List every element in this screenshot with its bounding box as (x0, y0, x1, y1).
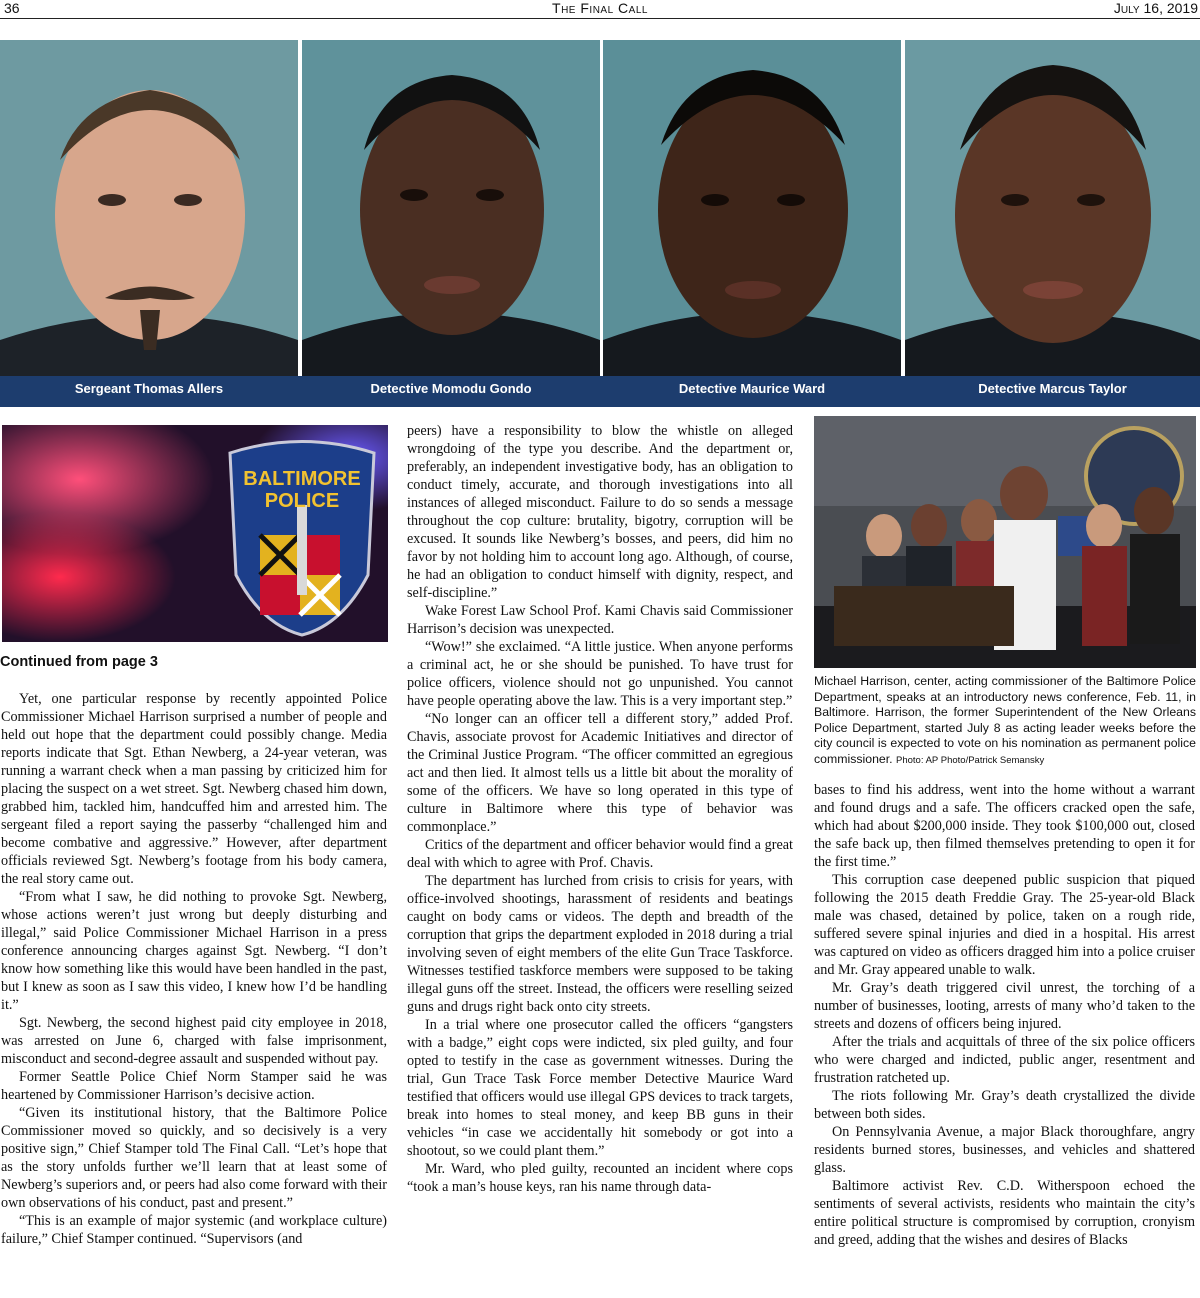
mugshot-photo (302, 40, 600, 376)
mugshot-caption: Detective Momodu Gondo (370, 381, 532, 396)
mugshot-photo (905, 40, 1200, 376)
mugshot-caption: Detective Marcus Taylor (978, 381, 1127, 396)
paragraph: “From what I saw, he did nothing to provoke Sgt. Newberg, whose actions weren’t just wrong but deeply disturbing and illegal,” said Police Commissioner Michael Harrison in a press conference announcing charges against Sgt. Newberg. “I don’t know how something like this would have been handled in the past, but I knew as soon as I saw this video, I knew how I’d be handling it.” (1, 889, 387, 1013)
mugshot-caption-bar (0, 376, 1200, 407)
badge-text-top: BALTIMORE (243, 468, 361, 490)
paragraph: Mr. Ward, who pled guilty, recounted an incident where cops “took a man’s house keys, ran his name through data- (407, 1161, 793, 1195)
paragraph: Wake Forest Law School Prof. Kami Chavis said Commissioner Harrison’s decision was unexpected. (407, 603, 793, 637)
paragraph: The riots following Mr. Gray’s death crystallized the divide between both sides. (814, 1088, 1195, 1122)
mugshot-strip (0, 40, 1200, 407)
paragraph: The department has lurched from crisis to crisis for years, with office-involved shootings, harassment of residents and beatings caught on body cams or videos. The depth and breadth of the corruption that grips the department exploded in 2018 during a trial involving seven of eight members of the elite Gun Trace Taskforce. Witnesses testified taskforce members were supposed to be taking illegal guns off the street. Instead, the officers were reselling seized guns and drugs right back onto city streets. (407, 873, 793, 1015)
police-badge-photo (2, 425, 388, 642)
paragraph: peers) have a responsibility to blow the whistle on alleged wrongdoing of the type you describe. And the department or, preferably, an independent investigative body, has an obligation to conduct timely, accurate, and thorough investigations into all instances of alleged misconduct. Failure to do so sends a message throughout the cop culture: brutality, bigotry, corruption will be excused. It sounds like Newberg’s bosses, and peers, did him no favor by not holding him to account long ago. Although, of course, he had an obligation to conduct himself with dignity, respect, and self-discipline.” (407, 423, 793, 601)
caption-text: Michael Harrison, center, acting commissioner of the Baltimore Police Department, speaks at an introductory news conference, Feb. 11, in Baltimore. Harrison, the former Superintendent of the New Orleans Police Department, started July 8 as acting leader weeks before the city council is expected to vote on his nomination as permanent police commissioner. (814, 674, 1196, 766)
paragraph: Baltimore activist Rev. C.D. Witherspoon echoed the sentiments of several activists, residents who maintain the city’s entire political structure is compromised by corruption, cronyism and greed, adding that the wishes and desires of Blacks (814, 1178, 1195, 1248)
paragraph: Mr. Gray’s death triggered civil unrest, the torching of a number of businesses, looting, arrests of many who’d taken to the streets and dozens of officers being injured. (814, 980, 1195, 1032)
paragraph: In a trial where one prosecutor called the officers “gangsters with a badge,” eight cops were indicted, six pled guilty, and four opted to testify in the case as government witnesses. During the trial, Gun Trace Task Force member Detective Maurice Ward testified that officers would use illegal GPS devices to track targets, break into homes to steal money, and keep BB guns in their vehicles “in case we accidentally hit somebody or got into a shootout, so we could plant them.” (407, 1017, 793, 1159)
issue-date: July 16, 2019 (1113, 0, 1198, 16)
mugshot-caption: Detective Maurice Ward (678, 381, 826, 396)
paragraph: Critics of the department and officer behavior would find a great deal with which to agree with Prof. Chavis. (407, 837, 793, 871)
paragraph: On Pennsylvania Avenue, a major Black thoroughfare, angry residents burned stores, businesses, and vehicles and shattered glass. (814, 1124, 1195, 1176)
paragraph: “Wow!” she exclaimed. “A little justice. When anyone performs a criminal act, he or she should be punished. To have trust for police officers, violence should not go unpunished. You cannot have people operating above the law. This is a very important step.” (407, 639, 793, 709)
paragraph: Former Seattle Police Chief Norm Stamper said he was heartened by Commissioner Harrison’s decisive action. (1, 1069, 387, 1103)
paragraph: Yet, one particular response by recently appointed Police Commissioner Michael Harrison surprised a number of people and held out hope that the department could possibly change. Media reports indicate that Sgt. Ethan Newberg, a 24-year veteran, was running a warrant check when a man passing by criticized him for placing the suspect on a wet street. Sgt. Newberg chased him down, grabbed him, tackled him, handcuffed him and arrested him. The sergeant filed a report saying the passerby “challenged him and become combative and aggressive.” However, after department officials reviewed Sgt. Newberg’s footage from his body camera, the real story came out. (1, 691, 387, 887)
masthead (0, 0, 1200, 19)
paragraph: Sgt. Newberg, the second highest paid city employee in 2018, was arrested on June 6, charged with false imprisonment, misconduct and second-degree assault and suspended without pay. (1, 1015, 387, 1067)
photo-credit: Photo: AP Photo/Patrick Semansky (896, 754, 1045, 766)
paragraph: “No longer can an officer tell a different story,” added Prof. Chavis, associate provost for Academic Initiatives and director of the Criminal Justice Program. “The officer committed an egregious act and then lied. It almost tells us a little bit about the morality of some of the officers. We have so long operated in this type of culture in Baltimore where this type of behavior was commonplace.” (407, 711, 793, 835)
mugshot-photo (0, 40, 298, 376)
badge-text-bottom: POLICE (264, 490, 340, 512)
paragraph: “Given its institutional history, that the Baltimore Police Commissioner moved so quickly, and so decisively is a very positive sign,” Chief Stamper told The Final Call. “Let’s hope that as the story unfolds further we’ll learn that at least some of Newberg’s superiors and, or peers had also come forward with their own observations of his conduct, past and present.” (1, 1105, 387, 1211)
article-column-3 (814, 781, 1195, 1249)
press-photo-caption (814, 674, 1196, 768)
article-column-1 (1, 690, 387, 1248)
page-number: 36 (4, 0, 20, 16)
paragraph: After the trials and acquittals of three of the six police officers who were charged and indicted, public anger, resentment and frustration ratcheted up. (814, 1034, 1195, 1086)
mugshot-caption: Sergeant Thomas Allers (74, 381, 224, 396)
paragraph: “This is an example of major systemic (and workplace culture) failure,” Chief Stamper continued. “Supervisors (and (1, 1213, 387, 1247)
paragraph: This corruption case deepened public suspicion that piqued following the 2015 death Freddie Gray. The 25-year-old Black male was chased, detained by police, taken on a rough ride, suffered severe spinal injuries and died in a hospital. His arrest was captured on video as officers dragged him into a police cruiser and Mr. Gray appeared unable to walk. (814, 872, 1195, 978)
press-conference-photo (814, 416, 1196, 668)
publication-name: The Final Call (552, 0, 648, 16)
article-column-2 (407, 422, 793, 1196)
paragraph: bases to find his address, went into the home without a warrant and found drugs and a safe. The officers cracked open the safe, which had about $200,000 inside. They took $100,000 out, closed the safe back up, then filmed themselves pretending to open it for the first time.” (814, 782, 1195, 870)
continued-from-label: Continued from page 3 (0, 654, 158, 670)
mugshot-photo (603, 40, 901, 376)
